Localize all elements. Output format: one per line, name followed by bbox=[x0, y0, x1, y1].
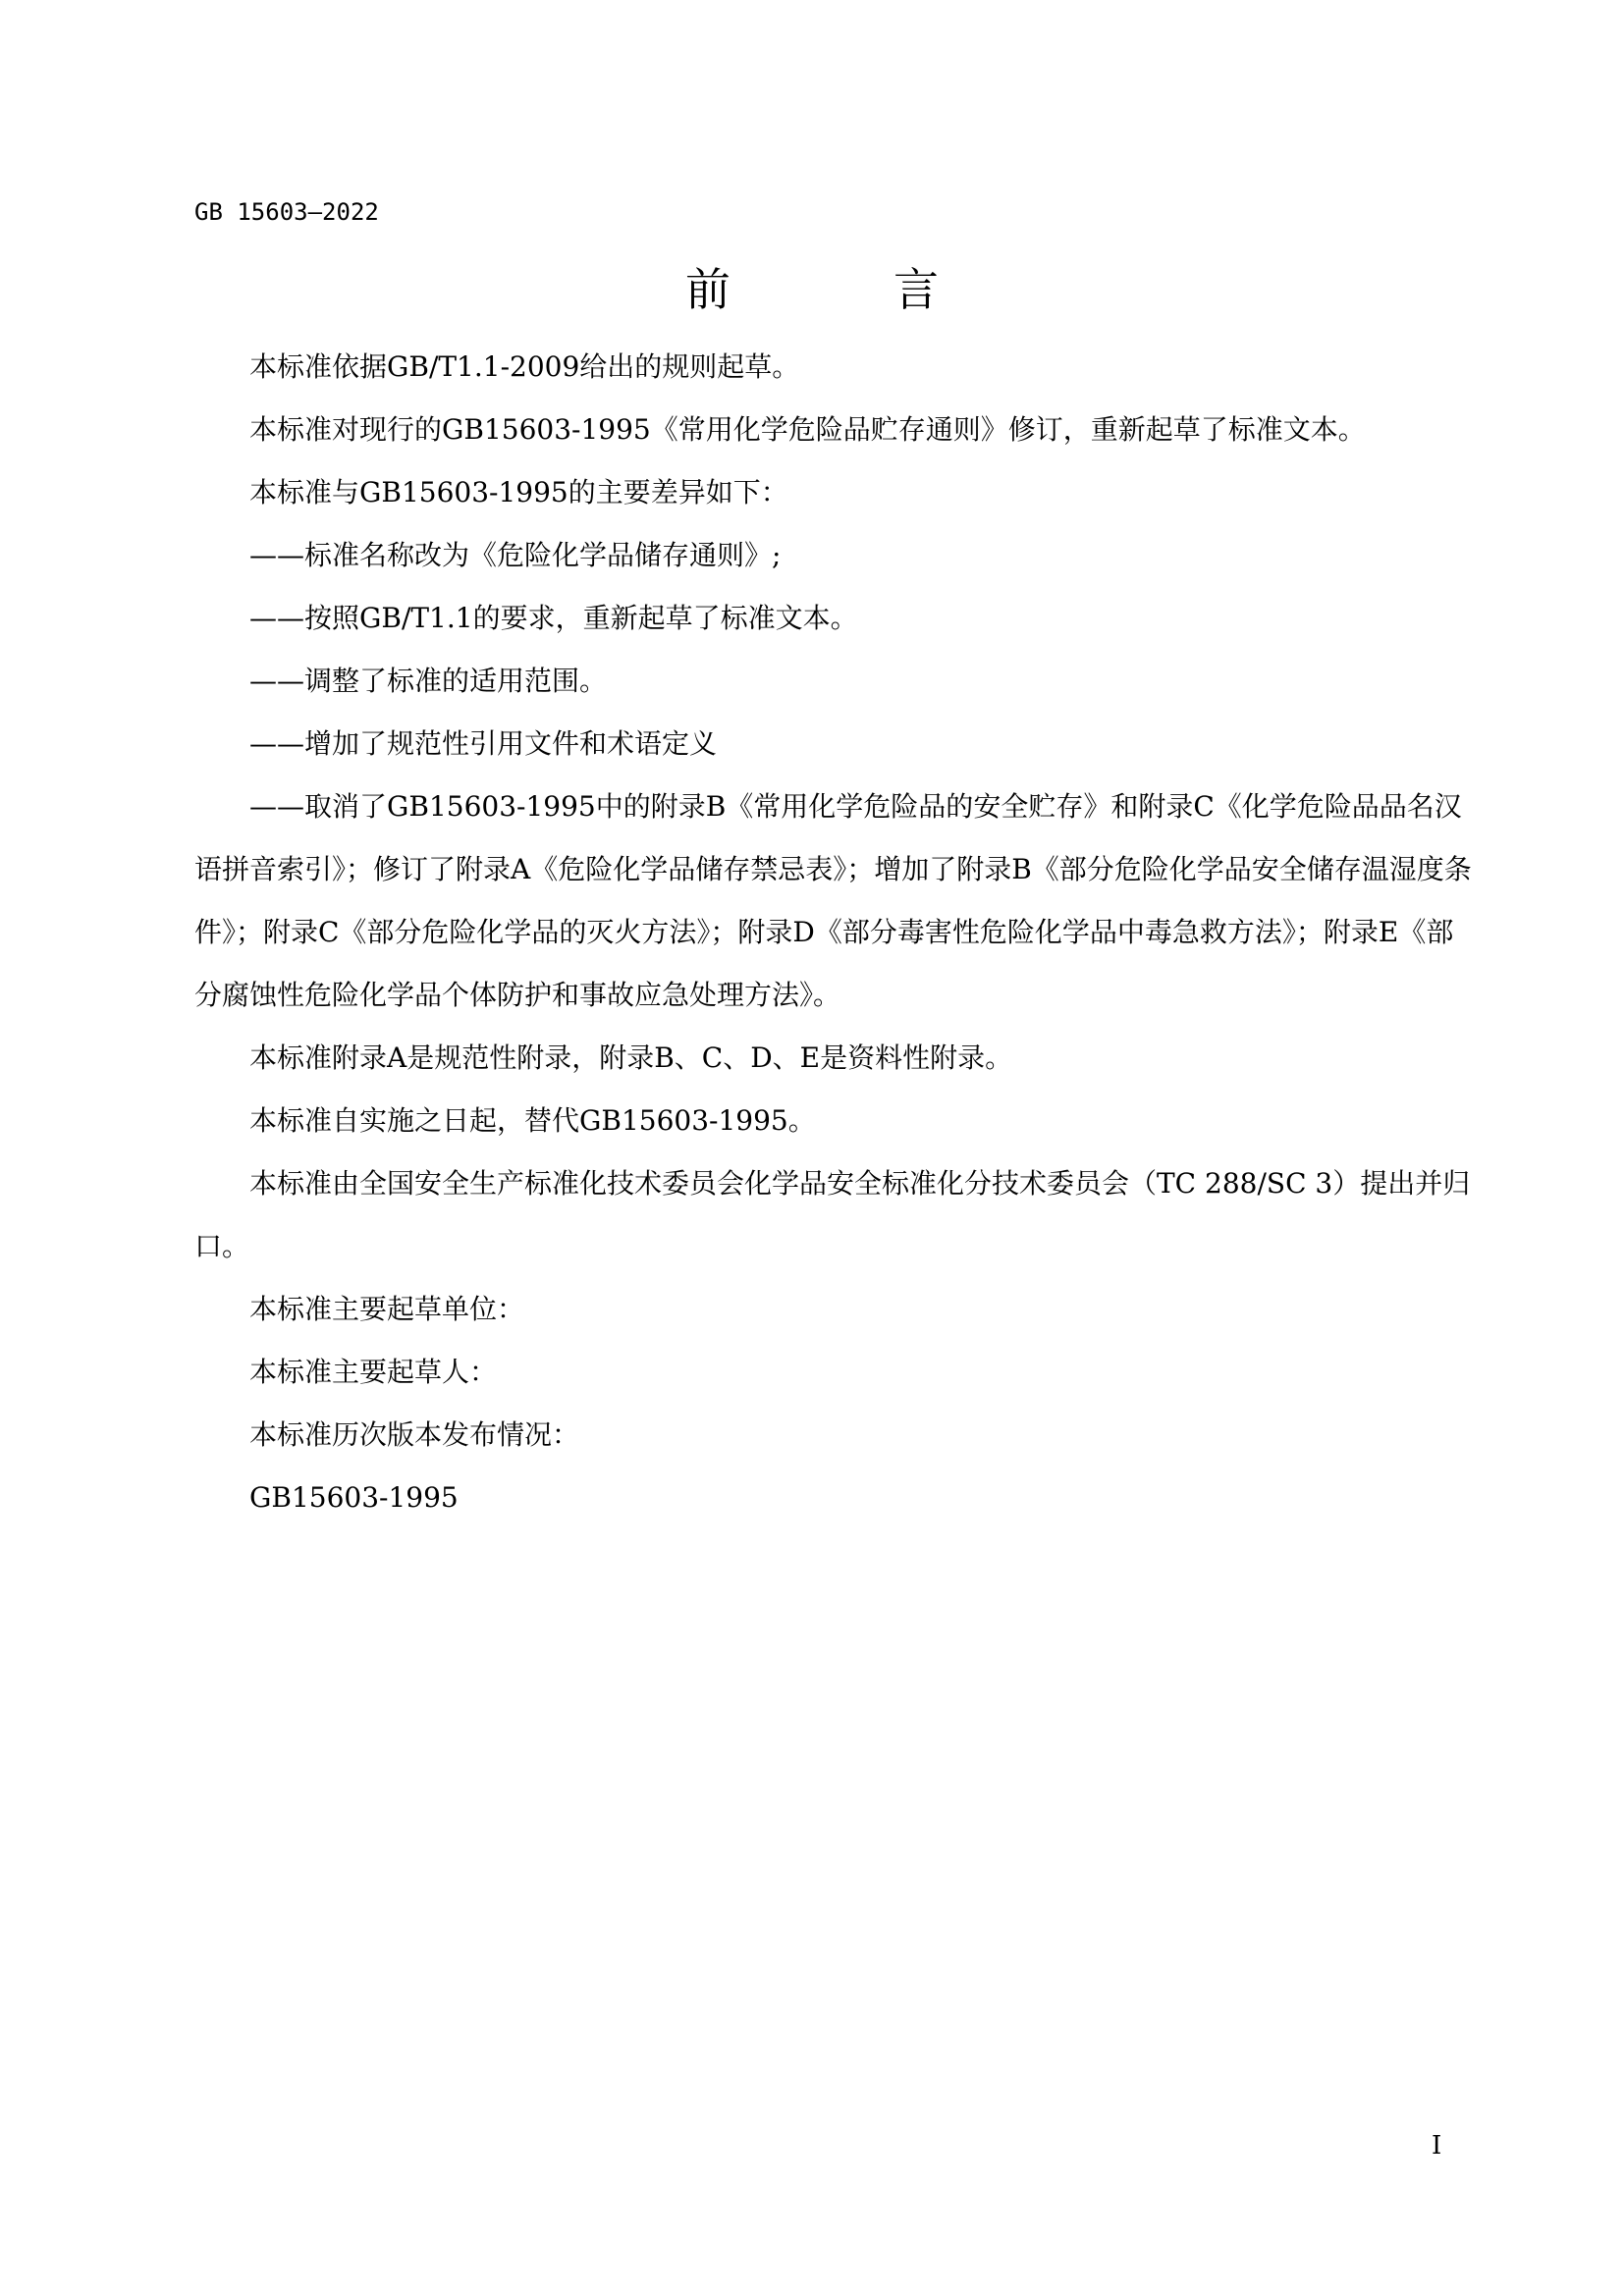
paragraph-difference-redraft: ——按照GB/T1.1的要求，重新起草了标准文本。 bbox=[249, 602, 858, 634]
standard-code: GB 15603—2022 bbox=[194, 198, 379, 226]
paragraph-difference-references: ——增加了规范性引用文件和术语定义 bbox=[249, 727, 718, 760]
paragraph-difference-annexes: ——取消了GB15603-1995中的附录B《常用化学危险品的安全贮存》和附录C《化学危险品品名汉语拼音索引》；修订了附录A《危险化学品储存禁忌表》；增加了附录B《部分危险化学品安全储存温湿度条件》；附录C《部分危险化学品的灭火方法》；附录D《部分毒害性危险化学品中毒急救方法》；附录E《部分腐蚀性危险化学品个体防护和事故应急处理方法》。 bbox=[194, 790, 1472, 1011]
paragraph-version-history: 本标准历次版本发布情况： bbox=[249, 1418, 580, 1451]
paragraph-drafters: 本标准主要起草人： bbox=[249, 1356, 498, 1388]
paragraph-previous-version: GB15603-1995 bbox=[249, 1481, 459, 1514]
paragraph-replacement: 本标准自实施之日起，替代GB15603-1995。 bbox=[249, 1104, 816, 1137]
page-title: 前 言 bbox=[685, 263, 998, 316]
paragraph-differences-intro: 本标准与GB15603-1995的主要差异如下： bbox=[249, 476, 788, 508]
paragraph-revision: 本标准对现行的GB15603-1995《常用化学危险品贮存通则》修订，重新起草了标准文本。 bbox=[249, 413, 1366, 446]
page-number: I bbox=[1432, 2131, 1442, 2161]
paragraph-annex-types: 本标准附录A是规范性附录，附录B、C、D、E是资料性附录。 bbox=[249, 1041, 1013, 1074]
paragraph-difference-scope: ——调整了标准的适用范围。 bbox=[249, 665, 608, 697]
paragraph-drafting-units: 本标准主要起草单位： bbox=[249, 1293, 525, 1325]
foreword-body bbox=[194, 336, 1475, 1529]
paragraph-difference-name: ——标准名称改为《危险化学品储存通则》; bbox=[249, 539, 782, 571]
paragraph-proposer: 本标准由全国安全生产标准化技术委员会化学品安全标准化分技术委员会（TC 288/SC 3）提出并归口。 bbox=[194, 1167, 1471, 1262]
paragraph-drafting-rules: 本标准依据GB/T1.1-2009给出的规则起草。 bbox=[249, 350, 800, 383]
